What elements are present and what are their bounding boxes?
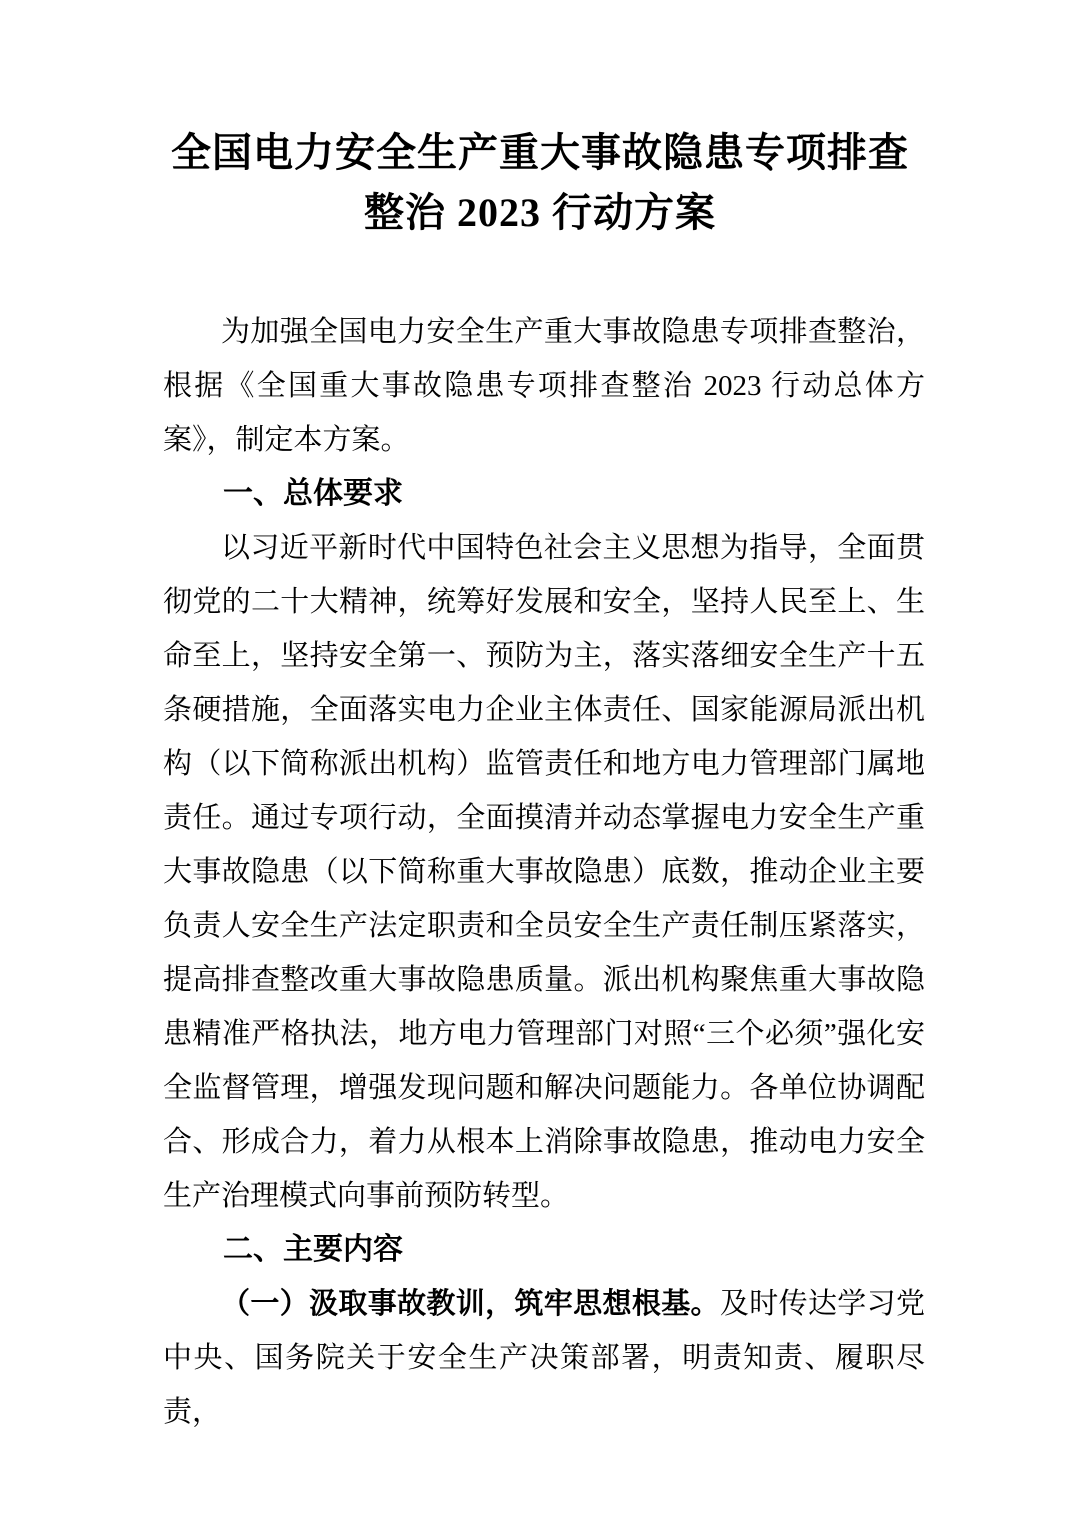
document-title-line-2: 整治 2023 行动方案 — [364, 190, 716, 235]
document-title — [0, 0, 1080, 243]
section-1-heading: 一、总体要求 — [223, 477, 403, 510]
intro-paragraph: 为加强全国电力安全生产重大事故隐患专项排查整治，根据《全国重大事故隐患专项排查整治 2023 行动总体方案》，制定本方案。 — [163, 316, 925, 456]
section-1-paragraph: 以习近平新时代中国特色社会主义思想为指导，全面贯彻党的二十大精神，统筹好发展和安全，坚持人民至上、生命至上，坚持安全第一、预防为主，落实落细安全生产十五条硬措施，全面落实电力企业主体责任、国家能源局派出机构（以下简称派出机构）监管责任和地方电力管理部门属地责任。通过专项行动，全面摸清并动态掌握电力安全生产重大事故隐患（以下简称重大事故隐患）底数，推动企业主要负责人安全生产法定职责和全员安全生产责任制压紧落实，提高排查整改重大事故隐患质量。派出机构聚焦重大事故隐患精准严格执法，地方电力管理部门对照“三个必须”强化安全监督管理，增强发现问题和解决问题能力。各单位协调配合、形成合力，着力从根本上消除事故隐患，推动电力安全生产治理模式向事前预防转型。 — [163, 532, 925, 1212]
section-2-heading: 二、主要内容 — [223, 1233, 403, 1266]
document-title-line-1: 全国电力安全生产重大事故隐患专项排查 — [171, 130, 909, 175]
section-2-item-1-lead: （一）汲取事故教训，筑牢思想根基。 — [221, 1288, 720, 1320]
section-2-item-1-text: 及时传达学习党中央、国务院关于安全生产决策部署，明责知责、履职尽责， — [163, 1288, 925, 1428]
document-body — [163, 305, 925, 1439]
section-2-item-1-paragraph — [163, 1277, 925, 1439]
